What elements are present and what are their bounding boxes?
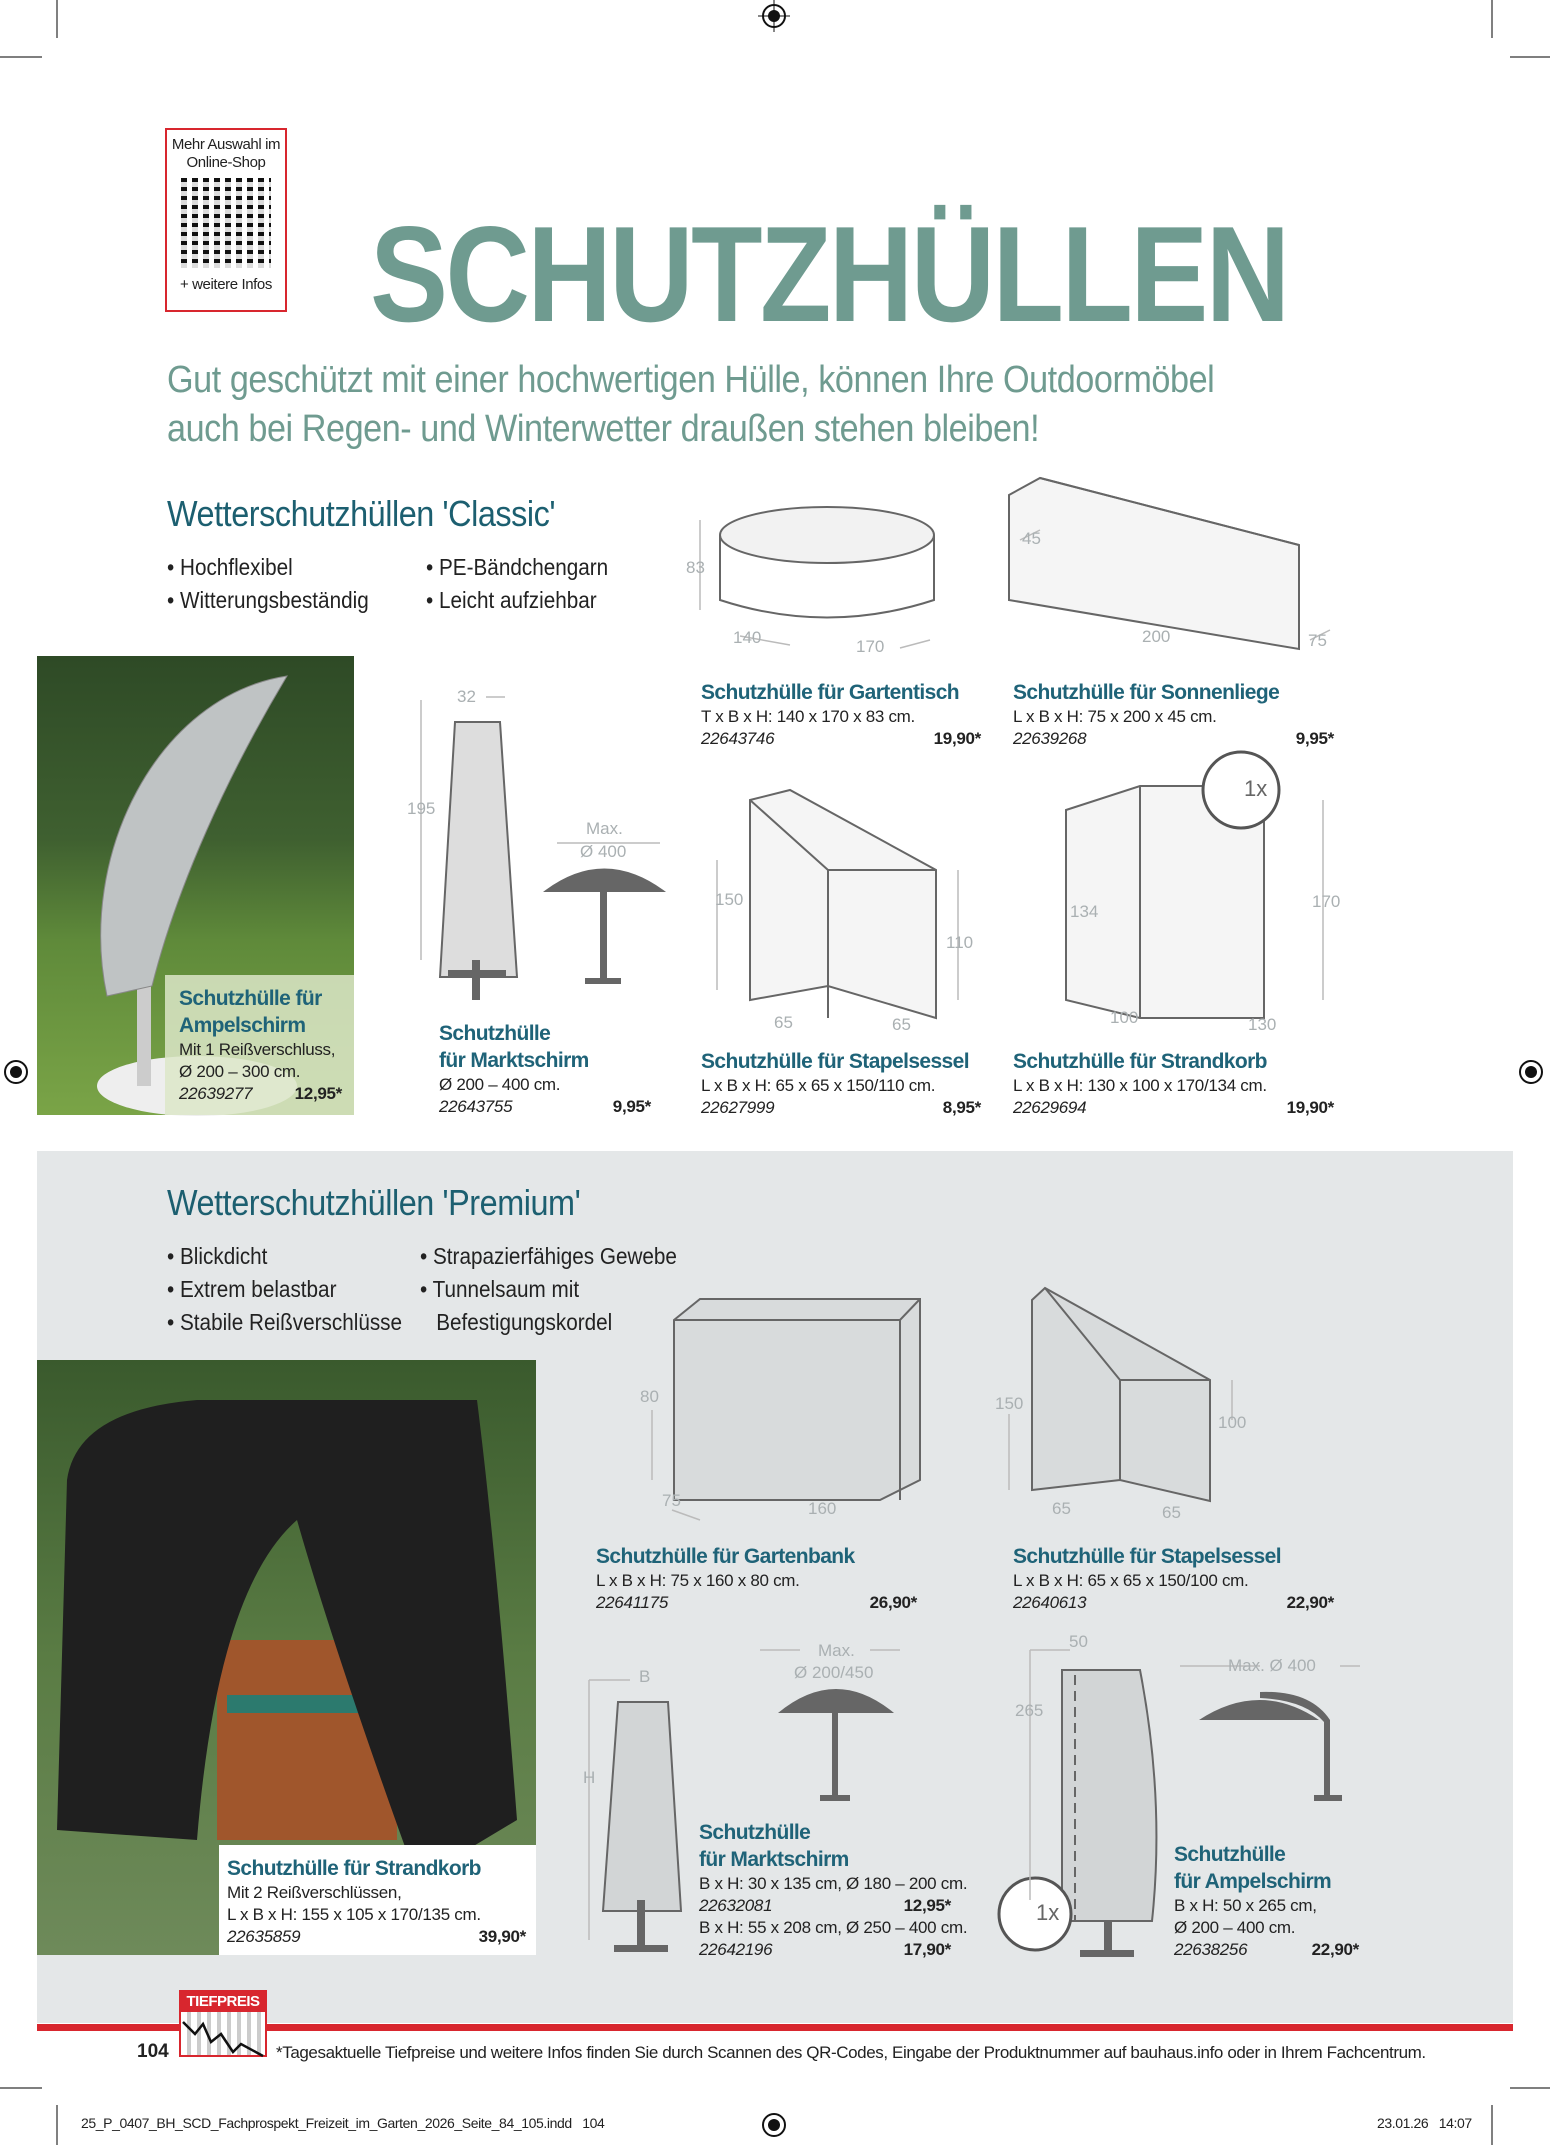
product-spec: B x H: 30 x 135 cm, Ø 180 – 200 cm. (699, 1874, 968, 1893)
product-title: Schutzhülle (1174, 1843, 1286, 1866)
article-number: 22639277 (179, 1084, 253, 1103)
dimension-label: Max. (818, 1641, 855, 1660)
price: 12,95* (903, 1896, 951, 1915)
bullet: • Witterungsbeständig (167, 587, 369, 613)
product-title: Schutzhülle für Gartenbank (596, 1545, 855, 1568)
dimension-label: 65 (1162, 1503, 1181, 1522)
bullet: • Tunnelsaum mit (420, 1276, 580, 1302)
article-number: 22643746 (701, 729, 775, 748)
dimension-label: Max. Ø 400 (1228, 1656, 1316, 1675)
subtitle-line: Gut geschützt mit einer hochwertigen Hülle, können Ihre Outdoormöbel (167, 359, 1215, 401)
article-number: 22635859 (227, 1927, 301, 1946)
dimension-label: 160 (808, 1499, 837, 1518)
product-title: Schutzhülle für Stapelsessel (1013, 1545, 1281, 1568)
price: 22,90* (1311, 1940, 1359, 1959)
bullet: • PE-Bändchengarn (426, 554, 609, 580)
product-title: Ampelschirm (179, 1014, 306, 1037)
product-title: für Marktschirm (439, 1049, 589, 1072)
product-title: Schutzhülle für Gartentisch (701, 681, 959, 704)
tiefpreis-badge (179, 1990, 267, 2057)
price: 12,95* (294, 1084, 342, 1103)
qr-label: Mehr Auswahl im Online-Shop (171, 136, 281, 171)
article-number: 22643755 (439, 1097, 513, 1116)
dimension-label: 45 (1022, 529, 1041, 548)
product-spec: L x B x H: 65 x 65 x 150/100 cm. (1013, 1571, 1249, 1590)
article-number: 22629694 (1013, 1098, 1087, 1117)
premium-heading: Wetterschutzhüllen 'Premium' (167, 1182, 581, 1223)
price: 19,90* (933, 729, 981, 748)
article-number: 22627999 (701, 1098, 775, 1117)
product-title: Schutzhülle (699, 1821, 811, 1844)
product-title: Schutzhülle für Strandkorb (227, 1857, 481, 1880)
zipper-count-label: 1x (1036, 1900, 1060, 1925)
zipper-count-label: 1x (1244, 776, 1268, 801)
article-number: 22638256 (1174, 1940, 1248, 1959)
dimension-label: 75 (1308, 631, 1327, 650)
qr-more-info: + weitere Infos (180, 276, 272, 293)
product-title: für Marktschirm (699, 1848, 849, 1871)
bullet: • Strapazierfähiges Gewebe (420, 1243, 677, 1269)
dimension-label: 50 (1069, 1632, 1088, 1651)
product-title: für Ampelschirm (1174, 1870, 1332, 1893)
dimension-label: 195 (407, 799, 436, 818)
bullet: • Extrem belastbar (167, 1276, 337, 1302)
product-ampelschirm-premium[interactable] (1174, 1841, 1359, 1961)
dimension-label: 265 (1015, 1701, 1044, 1720)
article-number: 22640613 (1013, 1593, 1087, 1612)
product-spec: Mit 1 Reißverschluss, (179, 1040, 336, 1059)
dimension-label: Ø 200/450 (794, 1663, 874, 1682)
dimension-label: 100 (1218, 1413, 1247, 1432)
subtitle-line: auch bei Regen- und Winterwetter draußen stehen bleiben! (167, 408, 1040, 450)
product-spec: L x B x H: 65 x 65 x 150/110 cm. (701, 1076, 936, 1095)
product-spec: B x H: 55 x 208 cm, Ø 250 – 400 cm. (699, 1918, 968, 1937)
price: 22,90* (1286, 1593, 1334, 1612)
product-spec: L x B x H: 155 x 105 x 170/135 cm. (227, 1905, 481, 1924)
product-spec: T x B x H: 140 x 170 x 83 cm. (701, 707, 915, 726)
price: 19,90* (1286, 1098, 1334, 1117)
dimension-label: 200 (1142, 627, 1171, 646)
dimension-label: 150 (995, 1394, 1024, 1413)
dimension-label: 150 (715, 890, 744, 909)
dimension-label: 134 (1070, 902, 1099, 921)
classic-heading: Wetterschutzhüllen 'Classic' (167, 493, 556, 534)
dimension-label: 170 (1312, 892, 1341, 911)
dimension-label: 130 (1248, 1015, 1277, 1034)
dimension-label: Max. (586, 819, 623, 838)
print-slug: 25_P_0407_BH_SCD_Fachprospekt_Freizeit_im_Garten_2026_Seite_84_105.indd 104 (81, 2115, 605, 2131)
dimension-label: 140 (733, 628, 762, 647)
article-number: 22642196 (699, 1940, 773, 1959)
print-date: 23.01.26 14:07 (1377, 2115, 1472, 2131)
product-title: Schutzhülle (439, 1022, 551, 1045)
product-title: Schutzhülle für Stapelsessel (701, 1050, 969, 1073)
product-spec: L x B x H: 75 x 200 x 45 cm. (1013, 707, 1217, 726)
product-spec: Ø 200 – 300 cm. (179, 1062, 301, 1081)
dimension-label: H (583, 1768, 596, 1787)
bullet: • Blickdicht (167, 1243, 268, 1269)
product-title: Schutzhülle für Strandkorb (1013, 1050, 1267, 1073)
price: 8,95* (942, 1098, 981, 1117)
falling-price-icon (181, 2012, 265, 2056)
bullet: • Hochflexibel (167, 554, 293, 580)
product-title: Schutzhülle für Sonnenliege (1013, 681, 1280, 704)
dimension-label: B (639, 1667, 651, 1686)
dimension-label: 170 (856, 637, 885, 656)
article-number: 22639268 (1013, 729, 1087, 748)
dimension-label: 80 (640, 1387, 659, 1406)
badge-label: TIEFPREIS (181, 1992, 265, 2012)
dimension-label: 65 (892, 1015, 911, 1034)
footnote: *Tagesaktuelle Tiefpreise und weitere Infos finden Sie durch Scannen des QR-Codes, Eingabe der Produktnummer auf bauhaus.info oder in Ihrem Fachcentrum. (276, 2043, 1426, 2062)
article-number: 22632081 (699, 1896, 773, 1915)
dimension-label: 100 (1110, 1008, 1139, 1027)
price: 39,90* (478, 1927, 526, 1946)
dimension-label: Ø 400 (580, 842, 627, 861)
product-stapelsessel-premium[interactable] (1013, 1543, 1334, 1614)
article-number: 22641175 (596, 1593, 668, 1612)
product-spec: Ø 200 – 400 cm. (439, 1075, 561, 1094)
dimension-label: 75 (662, 1491, 681, 1510)
dimension-label: 65 (774, 1013, 793, 1032)
price: 9,95* (612, 1097, 651, 1116)
bullet: Befestigungskordel (436, 1309, 613, 1335)
dimension-label: 83 (686, 558, 705, 577)
dimension-label: 110 (946, 933, 974, 952)
product-spec: L x B x H: 130 x 100 x 170/134 cm. (1013, 1076, 1267, 1095)
dimension-label: 32 (457, 687, 476, 706)
page-title: SCHUTZHÜLLEN (370, 198, 1288, 350)
product-spec: L x B x H: 75 x 160 x 80 cm. (596, 1571, 800, 1590)
bullet: • Stabile Reißverschlüsse (167, 1309, 403, 1335)
product-title: Schutzhülle für (179, 987, 322, 1010)
product-marktschirm-premium[interactable] (699, 1819, 968, 1961)
price: 26,90* (869, 1593, 917, 1612)
product-spec: B x H: 50 x 265 cm, (1174, 1896, 1317, 1915)
price: 9,95* (1295, 729, 1334, 748)
bullet: • Leicht aufziehbar (426, 587, 597, 613)
dimension-label: 65 (1052, 1499, 1071, 1518)
product-spec: Ø 200 – 400 cm. (1174, 1918, 1296, 1937)
page-number: 104 (137, 2041, 169, 2062)
product-spec: Mit 2 Reißverschlüssen, (227, 1883, 402, 1902)
product-gartenbank[interactable] (596, 1543, 917, 1614)
price: 17,90* (903, 1940, 951, 1959)
